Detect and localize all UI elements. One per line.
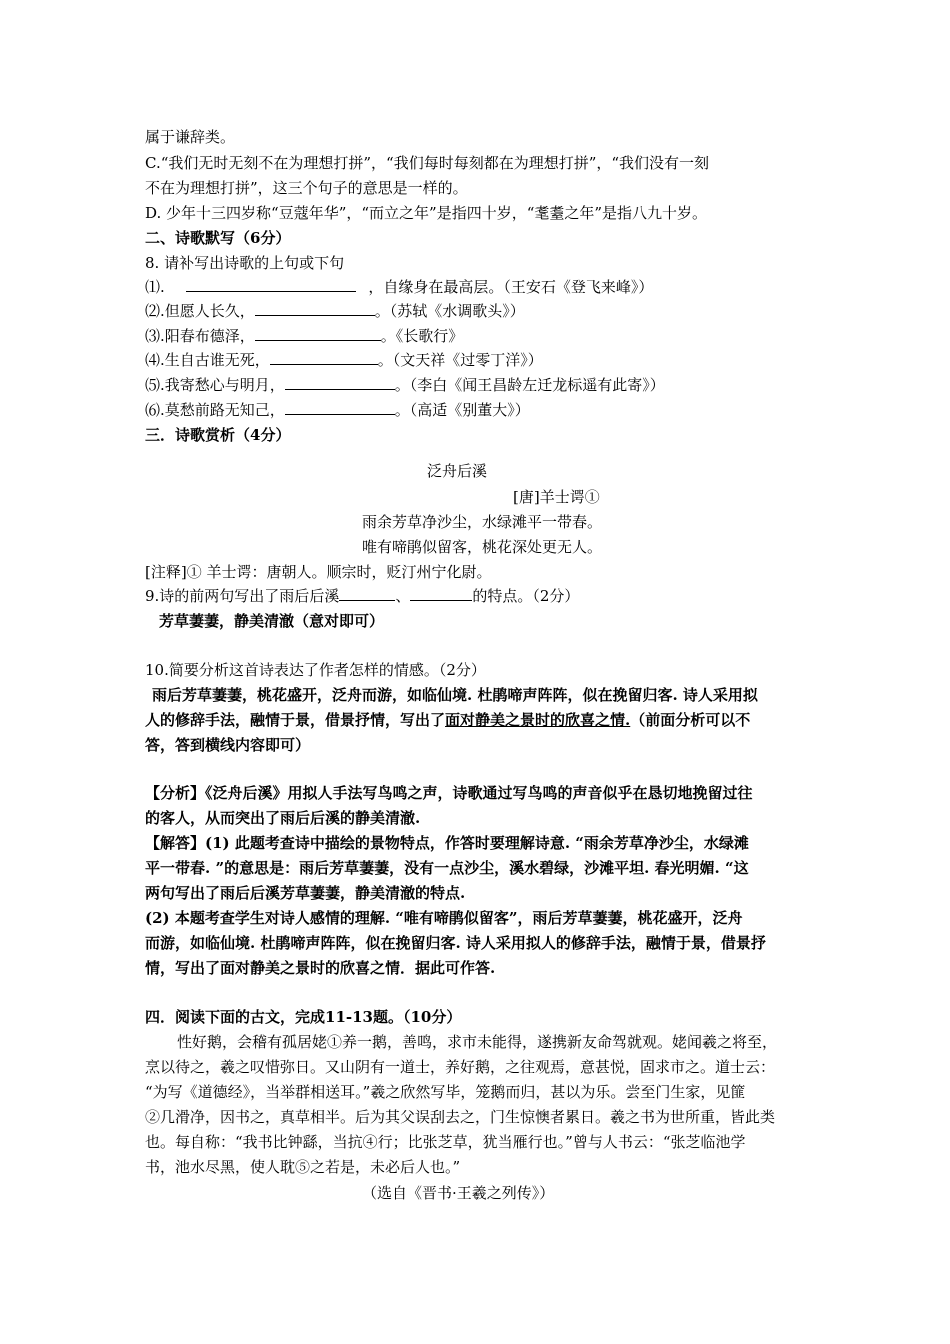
- item-after: 。（文天祥《过零丁洋》）: [377, 351, 543, 369]
- q9-text-a: 9.诗的前两句写出了雨后后溪: [145, 587, 340, 605]
- solution-line5: 而游，如临仙境. 杜鹃啼声阵阵，似在挽留归客. 诗人采用拟人的修辞手法，融情于景，借景抒: [145, 934, 766, 952]
- q7-option-c-line2: 不在为理想打拼”，这三个句子的意思是一样的。: [145, 179, 468, 197]
- q9-text-b: 、: [395, 587, 411, 605]
- item-number: ⑶.: [145, 327, 165, 345]
- underlined-key-phrase: 面对静美之景时的欣喜之情.: [445, 711, 631, 729]
- q7-option-d: D. 少年十三四岁称“豆蔻年华”，“而立之年”是指四十岁，“耄耋之年”是指八九十岁。: [145, 204, 708, 222]
- passage-line6: 书，池水尽黑，使人耽⑤之若是，未必后人也。”: [145, 1158, 461, 1176]
- answer-blank[interactable]: [255, 299, 375, 316]
- q10-answer-line2: [145, 708, 750, 732]
- passage-line4: ②几滑净，因书之，真草相半。后为其父误刮去之，门生惊懊者累日。羲之书为世所重，皆此类: [145, 1108, 776, 1126]
- item-before: 我寄愁心与明月，: [164, 376, 285, 394]
- section4-heading: 四．阅读下面的古文，完成11-13题。（10分）: [145, 1008, 462, 1026]
- item-after: 。（苏轼《水调歌头》）: [374, 302, 525, 320]
- item-number: ⑵.: [145, 302, 165, 320]
- q8-prompt: 8. 请补写出诗歌的上句或下句: [145, 254, 345, 272]
- passage-line2: 烹以待之，羲之叹惜弥日。又山阴有一道士，养好鹅，之往观焉，意甚悦，固求市之。道士云：: [145, 1058, 776, 1076]
- answer-blank[interactable]: [186, 275, 356, 292]
- section2-heading: 二、诗歌默写（6分）: [145, 229, 291, 247]
- section3-heading: 三．诗歌赏析（4分）: [145, 426, 291, 444]
- q8-item-1: [145, 275, 653, 299]
- q10-answer-line3: 答，答到横线内容即可）: [145, 736, 311, 754]
- item-after: ，自缘身在最高层。（王安石《登飞来峰》）: [368, 278, 654, 296]
- q10-answer-line1: 雨后芳草萋萋，桃花盛开，泛舟而游，如临仙境. 杜鹃啼声阵阵，似在挽留归客. 诗人采用拟: [152, 686, 758, 704]
- passage-line5: 也。每自称：“我书比钟繇，当抗④行；比张芝草，犹当雁行也。”曾与人书云：“张芝临池学: [145, 1133, 746, 1151]
- solution-line2: 平一带春. ”的意思是：雨后芳草萋萋，没有一点沙尘，溪水碧绿，沙滩平坦. 春光明媚. “这: [145, 859, 749, 877]
- q8-item-6: [145, 398, 530, 422]
- passage-line1: 性好鹅，会稽有孤居姥①养一鹅，善鸣，求市未能得，遂携新友命驾就观。姥闻羲之将至，: [177, 1033, 778, 1051]
- item-number: ⑴.: [145, 278, 165, 296]
- answer-text: （前面分析可以不: [630, 711, 751, 729]
- solution-line3: 两句写出了雨后后溪芳草萋萋，静美清澈的特点.: [145, 884, 466, 902]
- q9-prompt: [145, 584, 579, 608]
- item-number: ⑷.: [145, 351, 165, 369]
- item-after: 。《长歌行》: [380, 327, 464, 345]
- poem-title: 泛舟后溪: [427, 462, 488, 480]
- q8-item-3: [145, 324, 463, 348]
- answer-blank[interactable]: [410, 584, 472, 601]
- solution-line6: 情，写出了面对静美之景时的欣喜之情．据此可作答.: [145, 959, 496, 977]
- q7-text-line: 属于谦辞类。: [145, 128, 236, 146]
- solution-line4: (2) 本题考查学生对诗人感情的理解. “唯有啼鹃似留客”，雨后芳草萋萋，桃花盛开，泛舟: [145, 909, 743, 927]
- q10-prompt: 10.简要分析这首诗表达了作者怎样的情感。（2分）: [145, 661, 486, 679]
- q7-option-c-line1: C.“我们无时无刻不在为理想打拼”，“我们每时每刻都在为理想打拼”，“我们没有一刻: [145, 154, 710, 172]
- poem-line-1: 雨余芳草净沙尘，水绿滩平一带春。: [362, 513, 603, 531]
- answer-blank[interactable]: [285, 398, 395, 415]
- item-before: 莫愁前路无知己，: [164, 401, 285, 419]
- solution-line1: 【解答】(1) 此题考查诗中描绘的景物特点，作答时要理解诗意. “雨余芳草净沙尘，水绿滩: [145, 834, 749, 852]
- poem-line-2: 唯有啼鹃似留客，桃花深处更无人。: [362, 538, 603, 556]
- answer-blank[interactable]: [270, 348, 378, 365]
- item-number: ⑸.: [145, 376, 165, 394]
- answer-blank[interactable]: [285, 373, 395, 390]
- item-before: 生自古谁无死，: [164, 351, 270, 369]
- poem-note: [注释]① 羊士谔：唐朝人。顺宗时，贬汀州宁化尉。: [145, 563, 492, 581]
- q8-item-5: [145, 373, 665, 397]
- item-before: 但愿人长久，: [164, 302, 255, 320]
- poem-author: [唐]羊士谔①: [513, 488, 600, 506]
- passage-line3: “为写《道德经》，当举群相送耳。”羲之欣然写毕，笼鹅而归，甚以为乐。尝至门生家，见篚: [145, 1083, 746, 1101]
- q8-item-4: [145, 348, 543, 372]
- item-after: 。（李白《闻王昌龄左迁龙标遥有此寄》）: [394, 376, 665, 394]
- answer-text: 人的修辞手法，融情于景，借景抒情，写出了: [145, 711, 446, 729]
- answer-blank[interactable]: [255, 324, 381, 341]
- q8-item-2: [145, 299, 525, 323]
- answer-blank[interactable]: [339, 584, 395, 601]
- item-after: 。（高适《别董大》）: [394, 401, 530, 419]
- analysis-line2: 的客人，从而突出了雨后后溪的静美清澈.: [145, 809, 421, 827]
- q9-answer: 芳草萋萋，静美清澈（意对即可）: [159, 612, 385, 630]
- passage-source: （选自《晋书·王羲之列传》）: [362, 1184, 555, 1202]
- q9-text-c: 的特点。（2分）: [472, 587, 580, 605]
- item-before: 阳春布德泽，: [164, 327, 255, 345]
- analysis-line1: 【分析】《泛舟后溪》用拟人手法写鸟鸣之声，诗歌通过写鸟鸣的声音似乎在恳切地挽留过往: [145, 784, 753, 802]
- item-number: ⑹.: [145, 401, 165, 419]
